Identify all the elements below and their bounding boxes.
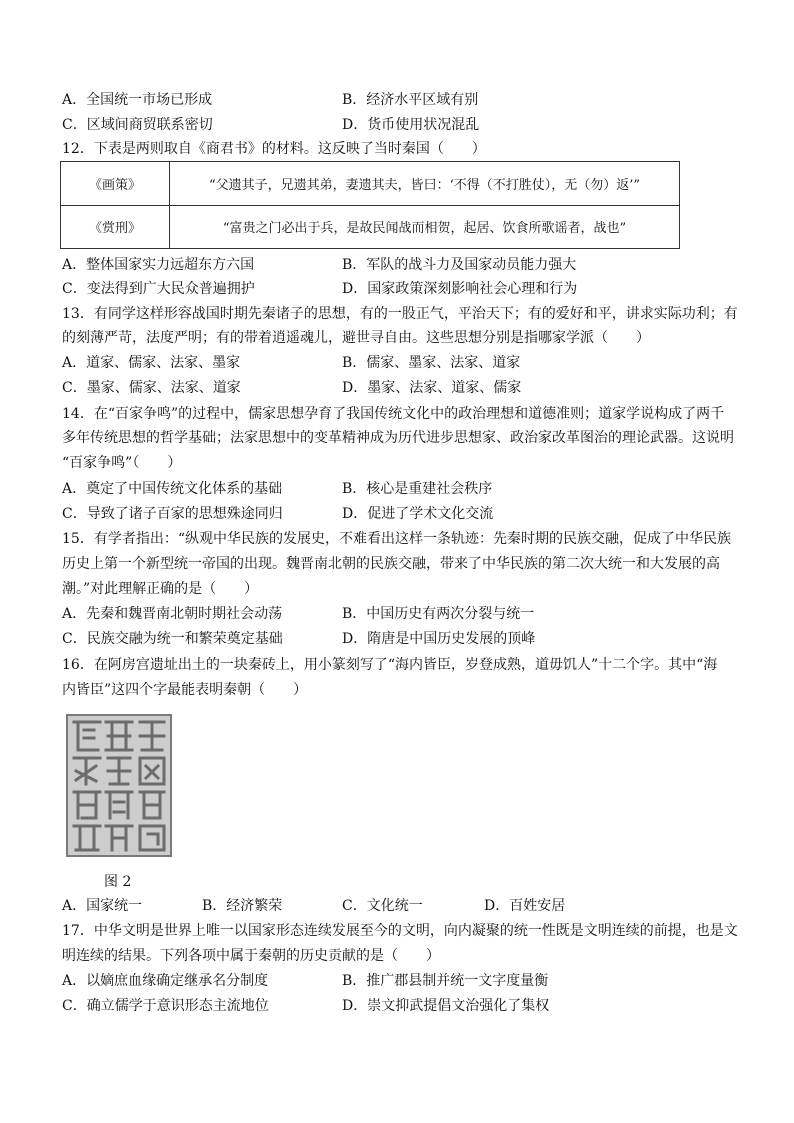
q13-stem-line-1: 13．有同学这样形容战国时期先秦诸子的思想，有的一股正气，平治天下；有的爱好和平，讲求实际功利；有 (62, 306, 738, 322)
table-cell-source: 《画策》 (61, 162, 170, 206)
q17-stem-line-1: 17．中华文明是世界上唯一以国家形态连续发展至今的文明，向内凝聚的统一性既是文明连续的前提，也是文 (62, 923, 738, 939)
q17-option-a: A．以嫡庶血缘确定继承名分制度 (62, 973, 269, 989)
q17-option-d: D．崇文抑武提倡文治强化了集权 (342, 998, 550, 1014)
q14-stem-line-2: 多年传统思想的哲学基础；法家思想中的变革精神成为历代进步思想家、政治家改革图治的理论武器。这说明 (62, 430, 734, 446)
q15-option-a: A．先秦和魏晋南北朝时期社会动荡 (62, 606, 283, 622)
q13-option-d: D．墨家、法家、道家、儒家 (342, 380, 522, 396)
q14-option-a: A．奠定了中国传统文化体系的基础 (62, 481, 283, 497)
q14-option-d: D．促进了学术文化交流 (342, 506, 494, 522)
q15-option-c: C．民族交融为统一和繁荣奠定基础 (62, 631, 283, 647)
table-row (61, 162, 680, 206)
table-row (61, 205, 680, 249)
table-cell-quote: “富贵之门必出于兵，是故民闻战而相贺，起居、饮食所歌谣者，战也” (170, 205, 680, 249)
q14-stem-line-1: 14．在“百家争鸣”的过程中，儒家思想孕育了我国传统文化中的政治理想和道德准则；道家学说构成了两千 (62, 406, 725, 422)
seal-script-glyphs (68, 716, 170, 855)
q12-option-a: A．整体国家实力远超东方六国 (62, 257, 255, 273)
q15-option-b: B．中国历史有两次分裂与统一 (342, 606, 535, 622)
q11-option-c: C．区域间商贸联系密切 (62, 117, 213, 133)
q17-option-c: C．确立儒学于意识形态主流地位 (62, 998, 269, 1014)
q13-stem-line-2: 的刻薄严苛，法度严明；有的带着逍遥魂儿，避世寻自由。这些思想分别是指哪家学派（ ） (62, 330, 650, 346)
q11-option-a: A．全国统一市场已形成 (62, 92, 213, 108)
figure-caption: 图 2 (104, 874, 132, 890)
q14-stem-line-3: “百家争鸣”（ ） (62, 455, 182, 471)
q12-option-c: C．变法得到广大民众普遍拥护 (62, 281, 255, 297)
q16-option-a: A．国家统一 (62, 898, 143, 914)
q13-option-b: B．儒家、墨家、法家、道家 (342, 355, 521, 371)
qin-brick-seal-image (66, 714, 172, 857)
q13-option-a: A．道家、儒家、法家、墨家 (62, 355, 241, 371)
q17-stem-line-2: 明连续的结果。下列各项中属于秦朝的历史贡献的是（ ） (62, 948, 440, 964)
q15-stem-line-1: 15．有学者指出：“纵观中华民族的发展史，不难看出这样一条轨迹：先秦时期的民族交融，促成了中华民族 (62, 531, 731, 547)
table-cell-quote: “父遗其子，兄遗其弟，妻遗其夫，皆曰：‘不得（不打胜仗），无（勿）返’” (170, 162, 680, 206)
q14-option-c: C．导致了诸子百家的思想殊途同归 (62, 506, 283, 522)
q11-option-b: B．经济水平区域有别 (342, 92, 479, 108)
q16-option-d: D．百姓安居 (484, 898, 566, 914)
q16-option-b: B．经济繁荣 (202, 898, 283, 914)
q16-stem-line-1: 16．在阿房宫遗址出土的一块秦砖上，用小篆刻写了“海内皆臣，岁登成熟，道毋饥人”十二个字。其中“海 (62, 657, 718, 673)
q15-option-d: D．隋唐是中国历史发展的顶峰 (342, 631, 536, 647)
q11-option-d: D．货币使用状况混乱 (342, 117, 480, 133)
q13-option-c: C．墨家、儒家、法家、道家 (62, 380, 241, 396)
q16-stem-line-2: 内皆臣”这四个字最能表明秦朝（ ） (62, 682, 308, 698)
q12-option-b: B．军队的战斗力及国家动员能力强大 (342, 257, 577, 273)
q15-stem-line-3: 潮。”对此理解正确的是（ ） (62, 581, 259, 597)
q17-option-b: B．推广郡县制并统一文字度量衡 (342, 973, 549, 989)
table-cell-source: 《赏刑》 (61, 205, 170, 249)
q12-stem: 12．下表是两则取自《商君书》的材料。这反映了当时秦国（ ） (62, 141, 486, 157)
q16-option-c: C．文化统一 (342, 898, 423, 914)
q12-option-d: D．国家政策深刻影响社会心理和行为 (342, 281, 578, 297)
q12-source-table (60, 161, 680, 249)
q15-stem-line-2: 历史上第一个新型统一帝国的出现。魏晋南北朝的民族交融，带来了中华民族的第二次大统一和大发展的高 (62, 556, 720, 572)
q14-option-b: B．核心是重建社会秩序 (342, 481, 493, 497)
